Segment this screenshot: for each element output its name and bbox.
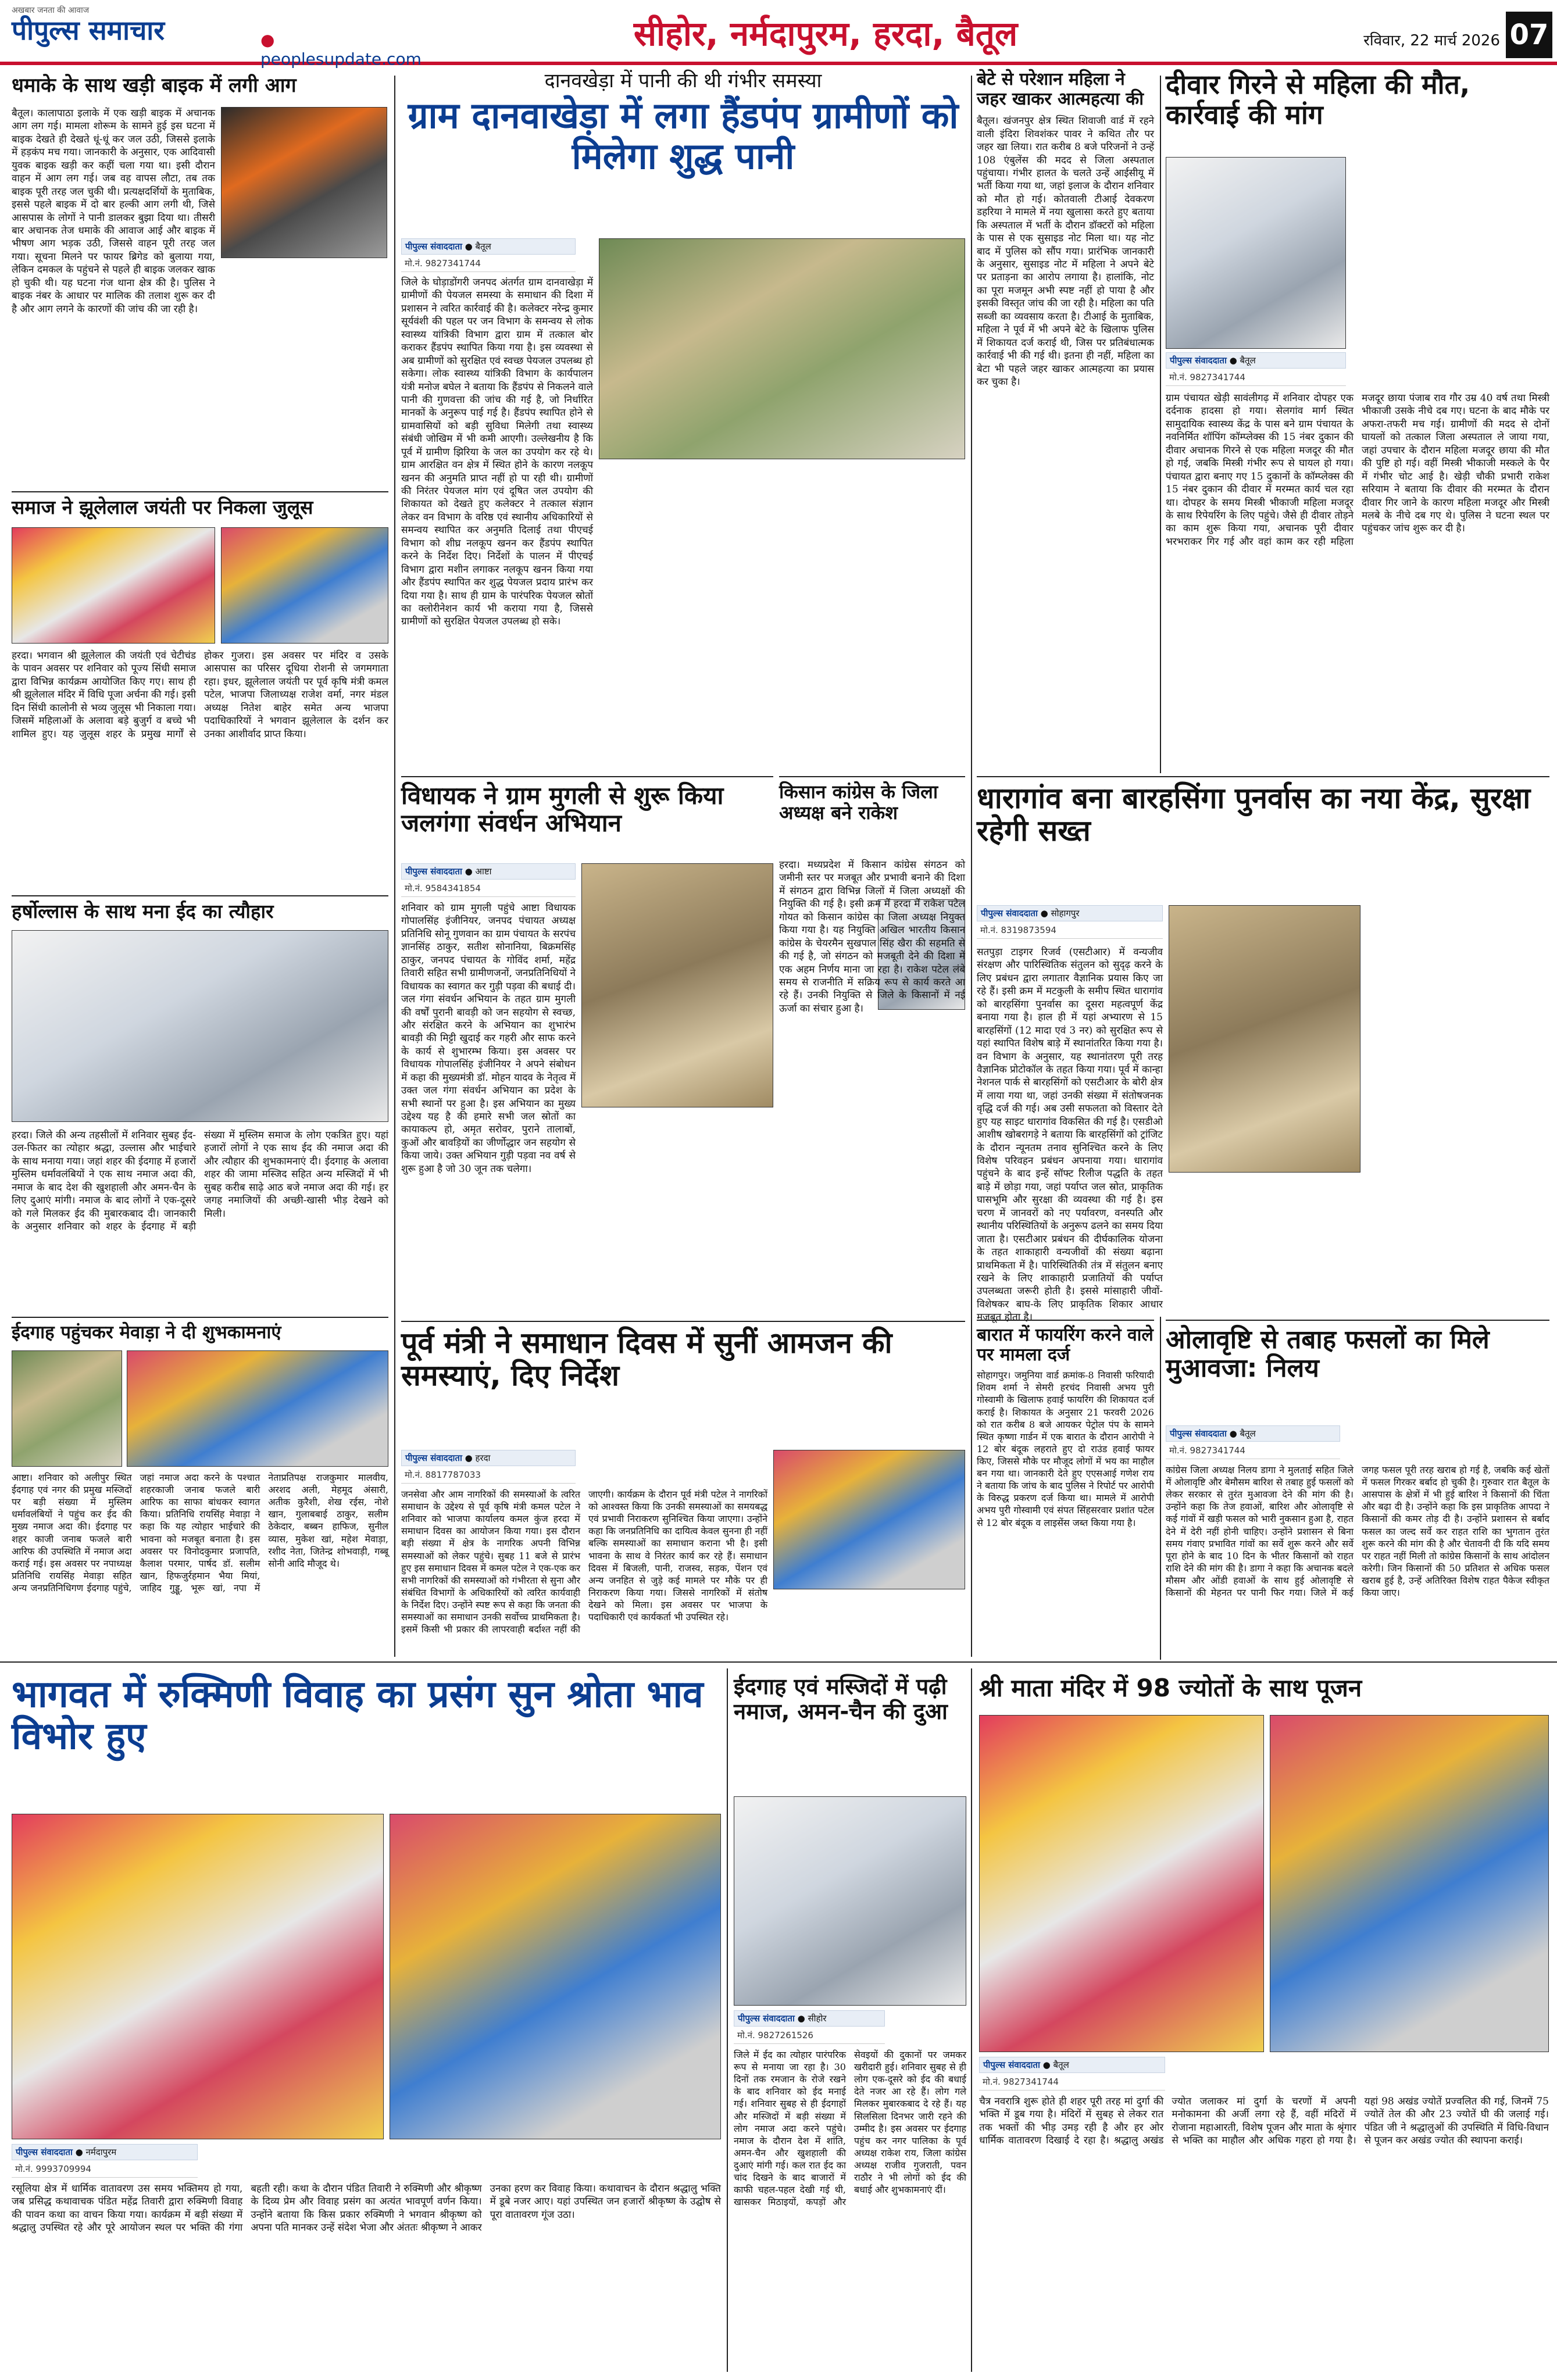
collapsed-wall-photo [1166,157,1346,349]
story-jalganga [401,776,773,1317]
byline: पीपुल्स संवाददाता ● नर्मदापुरम [12,2144,198,2160]
website-link[interactable]: ● peoplesupdate.com [260,30,422,69]
headline: भागवत में रुक्मिणी विवाह का प्रसंग सुन श्रोता भाव विभोर हुए [12,1673,703,1758]
byline: पीपुल्स संवाददाता ● बैतूल [401,238,576,255]
headline: श्री माता मंदिर में 98 ज्योतों के साथ पूजन [979,1674,1362,1702]
katha-stage-photo [390,1814,721,2139]
story-body: हरदा। जिले की अन्य तहसीलों में शनिवार सुबह ईद-उल-फितर का त्योहार श्रद्धा, उल्लास और भाईचारे के साथ मनाया गया। जहां शहर की ईदगाह में हजारों मुस्लिम धर्मावलंबियों ने एक साथ नमाज अदा की, नमाज के बाद देश की खुशहाली और अमन-चैन के लिए दुआएं मांगी। नमाज के बाद लोगों ने एक-दूसरे को गले मिलकर ईद की मुबारकबाद दी। जानकारी के अनुसार शनिवार को शहर के ईदगाह में बड़ी संख्या में मुस्लिम समाज के लोग एकत्रित हुए। यहां हजारों लोगों ने एक साथ ईद की नमाज अदा की और त्यौहार की शुभकामनाएं दी। ईदगाह के अलावा शहर की जामा मस्जिद सहित अन्य मस्जिदों में भी सुबह करीब साढ़े आठ बजे नमाज अदा की गई। हर जगह नमाजियों की अच्छी-खासी भीड़ देखने को मिली। [12,1130,388,1233]
temple-photo [221,527,388,644]
meeting-photo [773,1450,965,1589]
barasingha-photo [1169,905,1360,1173]
story-hailstorm [1166,1320,1549,1657]
procession-photo [12,527,215,644]
story-body-cont [221,263,387,478]
story-wall-collapse [1166,70,1549,773]
region-title: सीहोर, नर्मदापुरम, हरदा, बैतूल [633,14,1018,53]
byline: पीपुल्स संवाददाता ● बैतूल [979,2057,1165,2073]
story-jhulelal [12,491,388,892]
headline: ओलावृष्टि से तबाह फसलों का मिले मुआवजा: निलय [1166,1325,1490,1384]
reporter-mobile: मो.नं. 9993709994 [12,2161,198,2178]
story-body: चैत्र नवरात्रि शुरू होते ही शहर पूरी तरह मां दुर्गा की भक्ति में डूब गया है। मंदिरों में सुबह से लेकर रात तक भक्तों की भीड़ उमड़ रही है और हर ओर धार्मिक वातावरण दिखाई दे रहा है। श्रद्धालु अखंड ज्योत जलाकर मां दुर्गा के चरणों में अपनी मनोकामना की अर्जी लगा रहे हैं, वहीं मंदिरों में रोजाना महाआरती, विशेष पूजन और माता के श्रृंगार से भक्ति का माहौल और अधिक गहरा हो गया है। यहां 98 अखंड ज्योतें प्रज्वलित की गई, जिनमें 75 ज्योतें तेल की और 23 ज्योतें घी की जलाई गई। पंडित जी ने श्रद्धालुओं की उपस्थिति में विधि-विधान से पूजन कर अखंड ज्योत की स्थापना कराई। [979,2096,1549,2147]
story-body-cont-2 [1366,905,1549,1306]
headline: विधायक ने ग्राम मुगली से शुरू किया जलगंगा संवर्धन अभियान [401,781,724,838]
story-handpump [401,70,965,773]
story-body: जिले के घोड़ाडोंगरी जनपद अंतर्गत ग्राम दानवाखेड़ा में ग्रामीणों की पेयजल समस्या के समाधान की दिशा में प्रशासन ने त्वरित कार्रवाई की है। कलेक्टर नरेन्द्र कुमार सूर्यवंशी की पहल पर जन विभाग के समन्वय से लोक स्वास्थ्य यांत्रिकी विभाग द्वारा ग्राम में तत्काल बोर कराकर हैंडपंप स्थापित किया गया है। इस व्यवस्था से अब ग्रामीणों को सुरक्षित एवं स्वच्छ पेयजल उपलब्ध हो सकेगा। लोक स्वास्थ्य यांत्रिकी विभाग के कार्यपालन यंत्री मनोज बघेल ने बताया कि हैंडपंप से निकलने वाले पानी की गुणवत्ता की जांच की गई है, जो निर्धारित मानकों के अनुरूप पाई गई है। हैंडपंप स्थापित होने से ग्रामवासियों को बड़ी सुविधा मिलेगी तथा स्वास्थ्य संबंधी जोखिम में भी कमी आएगी। उल्लेखनीय है कि पूर्व में ग्रामीण झिरिया के जल का उपयोग कर रहे थे। ग्राम आरक्षित वन क्षेत्र में स्थित होने के कारण नलकूप खनन की अनुमति प्राप्त नहीं हो पा रही थी। ग्रामीणों की निरंतर पेयजल मांग एवं दूषित जल उपयोग की शिकायत को देखते हुए कलेक्टर ने तत्काल संज्ञान लेकर वन विभाग के वरिष्ठ एवं स्थानीय अधिकारियों से समन्वय स्थापित कर अनुमति दिलाई तथा पीएचई विभाग को शीघ्र नलकूप खनन कर हैंडपंप स्थापित करने के निर्देश दिए। निर्देशों के पालन में पीएचई विभाग द्वारा मशीन लगाकर नलकूप खनन किया गया और हैंडपंप स्थापित कर शुद्ध पेयजल प्रदाय प्रारंभ कर दिया गया है। साथ ही ग्राम के पारंपरिक पेयजल स्रोतों का क्लोरीनेशन कार्य भी कराया गया है, जिससे ग्रामीणों को सुरक्षित पेयजल उपलब्ध हो सके। [401,277,593,628]
story-body: जिले में ईद का त्योहार पारंपरिक रूप से मनाया जा रहा है। 30 दिनों तक रमजान के रोजे रखने के बाद शनिवार को ईद मनाई गई। शनिवार सुबह से ही ईदगाहों और मस्जिदों में बड़ी संख्या में लोग नमाज अदा करने पहुंचे। नमाज के दौरान देश में शांति, अमन-चैन और खुशहाली की दुआएं मांगी गई। कल रात ईद का चांद दिखने के बाद बाजारों में काफी चहल-पहल देखी गई थी, खासकर मिठाइयों, कपड़ों और सेवइयों की दुकानों पर जमकर खरीदारी हुई। शनिवार सुबह से ही लोग एक-दूसरे को ईद की बधाई देते नजर आ रहे हैं। लोग गले मिलकर मुबारकबाद दे रहे हैं। यह सिलसिला दिनभर जारी रहने की उम्मीद है। इस अवसर पर ईदगाह पहुंच कर नगर पालिका के पूर्व अध्यक्ष राकेश राय, जिला कांग्रेस अध्यक्ष राजीव गुजराती, पवन राठौर ने भी लोगों को ईद की बधाई और शुभकामनाएं दीं। [734,2049,966,2208]
story-body: शनिवार को ग्राम मुगली पहुंचे आष्टा विधायक गोपालसिंह इंजीनियर, जनपद पंचायत अध्यक्ष प्रतिनिधि सोनू गुणवान का ग्राम पंचायत के सरपंच ज्ञानसिंह ठाकुर, सतीश सोनानिया, बिक्रमसिंह ठाकुर, जनपद पंचायत के गोविंद शर्मा, महेंद्र तिवारी सहित सभी ग्रामीणजनों, जनप्रतिनिधियों ने विधायक का स्वागत कर गुड़ी पड़वा की बधाई दी। जल गंगा संवर्धन अभियान के तहत ग्राम मुगली की वर्षों पुरानी बावड़ी को जन सहयोग से स्वच्छ, और संरक्षित करने के अभियान का शुभारंभ बावड़ी की मिट्टी खुदाई कर गहरी और साफ करने के कार्य से शुभारम्भ किया। इस अवसर पर विधायक गोपालसिंह इंजीनियर ने अपने संबोधन में कहा की मुख्यमंत्री डॉ. मोहन यादव के नेतृत्व में उक्त जल गंगा संवर्धन अभियान का प्रदेश के सभी स्थानों पर हुआ है। इस अभियान का मुख्य उद्देश्य यह है की हमारे सभी जल स्रोतों का कायाकल्प हो, अमृत सरोवर, पुराने तालाबों, कुओं और बावड़ियों का जीर्णोद्धार जन सहयोग से किया जाये। उक्त अभियान गुड़ी पड़वा नव वर्ष से शुरू हुआ है जो 30 जून तक चलेगा। [401,902,576,1175]
reporter-mobile: मो.नं. 9827341744 [401,256,576,272]
story-body: बैतूल। खंजनपुर क्षेत्र स्थित शिवाजी वार्ड में रहने वाली इंदिरा शिवशंकर पावर ने कथित तौर पर जहर खा लिया। रात करीब 8 बजे परिजनों ने उन्हें 108 एंबुलेंस की मदद से जिला अस्पताल पहुंचाया। गंभीर हालत के चलते उन्हें आईसीयू में भर्ती किया गया था, जहां इलाज के दौरान शनिवार को मौत हो गई। कोतवाली टीआई देवकरण डहरिया ने मामले में नया खुलासा करते हुए बताया कि अस्पताल में भर्ती के दौरान डॉक्टरों को महिला के पास से एक सुसाइड नोट मिला था। यह नोट बाद में पुलिस को सौंप गया। प्रारंभिक जानकारी के अनुसार, सुसाइड नोट में महिला ने अपने बेटे पर प्रताड़ना का आरोप लगाया है। हालांकि, नोट का पूरा मजमून अभी स्पष्ट नहीं हो पाया है और इसकी विस्तृत जांच की जा रही है। महिला का पति सब्जी का व्यवसाय करता है। टीआई के मुताबिक, महिला ने पूर्व में भी अपने बेटे के खिलाफ पुलिस में शिकायत दर्ज कराई थी, जिस पर प्रतिबंधात्मक कार्रवाई भी की गई थी। इतना ही नहीं, महिला का बेटा भी पहले जहर खाकर आत्महत्या का प्रयास कर चुका है। [977,115,1154,388]
reporter-mobile: मो.नं. 9827261526 [734,2028,885,2044]
story-bhagwat [12,1668,721,2372]
headline: बारात में फायरिंग करने वाले पर मामला दर्ज [977,1325,1154,1365]
story-body: सोहागपुर। जमुनिया वार्ड क्रमांक-8 निवासी फरियादी शिवम शर्मा ने सेमरी हरचंद निवासी अभय पुरी गोस्वामी के खिलाफ हवाई फायरिंग की शिकायत दर्ज कराई है। शिकायत के अनुसार 21 फरवरी 2026 को रात करीब 8 बजे आयकर पेट्रोल पंप के सामने स्थित कृष्णा गार्डन में एक बारात के दौरान आरोपी ने 12 बोर बंदूक लहराते हुए दो राउंड हवाई फायर किए, जिससे मौके पर मौजूद लोगों में भय का माहौल बन गया था। जानकारी देते हुए एएसआई गणेश राय ने बताया कि जांच के बाद पुलिस ने रिपोर्ट पर आरोपी के विरुद्ध प्रकरण दर्ज किया था। मामले में आरोपी अभय पुरी गोस्वामी एवं संपत सिंहसरवार प्रशांत पटेल से 12 बोर बंदूक व लाइसेंस जब्त किया गया है। [977,1370,1154,1528]
handpump-photo [599,238,965,459]
story-eid-celebration [12,895,388,1337]
story-body: आष्टा। शनिवार को अलीपुर स्थित ईदगाह एवं नगर की प्रमुख मस्जिदों पर बड़ी संख्या में मुस्लिम धर्मावलंबियों ने पहुंच कर ईद की मुख्य नमाज अदा की। ईदगाह पर शहर काजी जनाब फजले बारी आरिफ की उपस्थिति में नमाज अदा कराई गई। इस अवसर पर नपाध्यक्ष प्रतिनिधि रायसिंह मेवाड़ा सहित अन्य जनप्रतिनिधिगण ईदगाह पहुंचे, जहां नमाज अदा करने के पश्चात शहरकाजी जनाब फजले बारी आरिफ का साफा बांधकर स्वागत किया। प्रतिनिधि रायसिंह मेवाड़ा ने कहा कि यह त्योहार भाईचारे की भावना को मजबूत बनाता है। इस अवसर पर विनोदकुमार प्रजापति, कैलाश परमार, पार्षद डॉ. सलीम खान, हिफजुर्रहमान भैया मियां, जाहिद गुड्डू, भूरू खां, नपा में नेताप्रतिपक्ष राजकुमार मालवीय, अरशद अली, मेहमूद अंसारी, अतीक कुरैशी, शेख रईस, नोशे खान, गुलाबबाई ठाकुर, सलीम ठेकेदार, बब्बन हाफिज, सुनील व्यास, मुकेश खां, महेश मेवाड़ा, रशीद नेता, जितेन्द्र शोभवाड़ी, गब्बू सोनी आदि मौजूद थे। [12,1472,388,1593]
headline: ईदगाह एवं मस्जिदों में पढ़ी नमाज, अमन-चैन की दुआ [734,1674,948,1724]
headline: किसान कांग्रेस के जिला अध्यक्ष बने राकेश [779,781,938,824]
page-number: 07 [1506,12,1552,58]
stepwell-photo [581,863,773,1107]
headline: बेटे से परेशान महिला ने जहर खाकर आत्महत्या की [977,69,1144,109]
headline: दीवार गिरने से महिला की मौत, कार्रवाई की मांग [1166,69,1470,130]
globe-icon: ● [260,30,275,49]
headline: समाज ने झूलेलाल जयंती पर निकला जुलूस [12,496,313,519]
byline: पीपुल्स संवाददाता ● सोहागपुर [977,905,1163,921]
byline: पीपुल्स संवाददाता ● बैतूल [1166,352,1346,369]
idgah-photo-2 [127,1350,388,1467]
katha-audience-photo [12,1814,384,2139]
story-firing [977,1320,1154,1657]
eid-prayer-photo [12,930,388,1122]
story-kisan-congress [779,776,965,1317]
story-body: बैतूल। कालापाठा इलाके में एक खड़ी बाइक में अचानक आग लग गई। मामला शोरूम के सामने हुई इस घटना में बाइक देखते ही देखते धूं-धूं कर जल उठी, जिससे इलाके में हड़कंप मच गया। जानकारी के अनुसार, एक आदिवासी युवक बाइक खड़ी कर कहीं चला गया था। इसी दौरान वाहन में आग लग गई। जब वह वापस लौटा, तब तक बाइक पूरी तरह जल चुकी थी। प्रत्यक्षदर्शियों के मुताबिक, इससे पहले बाइक में दो बार हल्की आग लगी थी, जिसे आसपास के लोगों ने पानी डालकर बुझा दिया था। तीसरी बार अचानक तेज धमाके की आवाज आई और बाइक में भीषण आग भड़क उठी, जिससे वाहन पूरी तरह जल गया। सूचना मिलने पर फायर ब्रिगेड को बुलाया गया, लेकिन दमकल के पहुंचने से पहले ही बाइक जलकर खाक हो चुकी थी। यह घटना गंज थाना क्षेत्र की है। पुलिस ने बाइक नंबर के आधार पर मालिक की तलाश शुरू कर दी है और आग लगने के कारणों की जांच की जा रही है। [12,108,215,315]
headline: हर्षोल्लास के साथ मना ईद का त्यौहार [12,900,274,923]
story-samadhan-diwas [401,1321,965,1658]
byline: पीपुल्स संवाददाता ● हरदा [401,1450,576,1466]
region-banner [570,9,1081,56]
reporter-mobile: मो.नं. 9827341744 [1166,1443,1340,1459]
story-body-cont [599,465,965,767]
reporter-mobile: मो.नं. 9584341854 [401,881,576,897]
reporter-mobile: मो.नं. 9827341744 [1166,370,1346,386]
namaz-gathering-photo [734,1796,966,2006]
paper-logo[interactable] [12,5,256,51]
headline: ग्राम दानवाखेड़ा में लगा हैंडपंप ग्रामीणों को मिलेगा शुद्ध पानी [408,94,959,177]
story-idgah-mewada [12,1317,388,1657]
headline: धमाके के साथ खड़ी बाइक में लगी आग [12,74,297,97]
story-barasingha [977,776,1549,1324]
story-suicide [977,70,1154,773]
byline: पीपुल्स संवाददाता ● सीहोर [734,2010,885,2027]
story-body-cont [581,1113,773,1311]
issue-date: रविवार, 22 मार्च 2026 [1363,32,1500,49]
story-body: सतपुड़ा टाइगर रिजर्व (एसटीआर) में वन्यजीव संरक्षण और पारिस्थितिक संतुलन को सुदृढ़ करने के लिए प्रबंधन द्वारा लगातार वैज्ञानिक प्रयास किए जा रहे हैं। इसी क्रम में मटकुली के समीप स्थित धारागांव को बारहसिंगा पुनर्वास का दूसरा महत्वपूर्ण केंद्र बनाया गया है। हाल ही में यहां अभ्यारण से 15 बारहसिंगों (12 मादा एवं 3 नर) को सुरक्षित रूप से यहां स्थापित विशेष बाड़े में स्थानांतरित किया गया है। वन विभाग के अनुसार, यह स्थानांतरण पूरी तरह वैज्ञानिक प्रोटोकॉल के तहत किया गया। पूर्व में कान्हा नेशनल पार्क से बारहसिंगों को एसटीआर के बोरी क्षेत्र में लाया गया था, जहां उनकी संख्या में संतोषजनक वृद्धि दर्ज की गई। अब उसी सफलता को विस्तार देते हुए यह साइट धारागांव विकसित की गई है। एसडीओ आशीष खोबरागड़े ने बताया कि बारहसिंगों को ट्रांजिट के दौरान न्यूनतम तनाव सुनिश्चित करने के लिए विशेष परिवहन प्रबंधन अपनाया गया। धारागांव पहुंचने के बाद इन्हें सॉफ्ट रिलीज पद्धति के तहत बाड़े में छोड़ा गया, जहां पर्याप्त जल स्रोत, प्राकृतिक घासभूमि और सुरक्षा की व्यवस्था की गई है। इस चरण में जानवरों को नए पर्यावरण, वनस्पति और स्थानीय परिस्थितियों के अनुरूप ढलने का समय दिया जाता है। एसटीआर प्रबंधन की दीर्घकालिक योजना के तहत शाकाहारी वन्यजीवों की संख्या बढ़ाना प्राथमिकता में है। पारिस्थितिकी तंत्र में संतुलन बनाए रखने के लिए शाकाहारी प्रजातियों की पर्याप्त उपलब्धता जरूरी होती है। इससे मांसाहारी जीवों-विशेषकर बाघ-के लिए प्राकृतिक शिकार आधार मजबूत होता है। [977,946,1163,1324]
headline: पूर्व मंत्री ने समाधान दिवस में सुनीं आमजन की समस्याएं, दिए निर्देश [401,1326,892,1392]
reporter-mobile: मो.नं. 8319873594 [977,923,1163,939]
story-body: जनसेवा और आम नागरिकों की समस्याओं के त्वरित समाधान के उद्देश्य से पूर्व कृषि मंत्री कमल पटेल ने शनिवार को भाजपा कार्यालय कमल कुंज हरदा में समाधान दिवस का आयोजन किया गया। इस दौरान बड़ी संख्या में क्षेत्र के नागरिक अपनी विभिन्न समस्याओं को लेकर पहुंचे। सुबह 11 बजे से प्रारंभ हुए इस समाधान दिवस में कमल पटेल ने एक-एक कर सभी नागरिकों की समस्याओं को गंभीरता से सुना और संबंधित विभागों के अधिकारियों को त्वरित कार्यवाही के निर्देश दिए। उन्होंने स्पष्ट रूप से कहा कि जनता की समस्याओं का समाधान उनकी सर्वोच्च प्राथमिकता है। इसमें किसी भी प्रकार की लापरवाही बर्दाश्त नहीं की जाएगी। कार्यक्रम के दौरान पूर्व मंत्री पटेल ने नागरिकों को आश्वस्त किया कि उनकी समस्याओं का समयबद्ध एवं प्रभावी निराकरण सुनिश्चित किया जाएगा। उन्होंने कहा कि जनप्रतिनिधि का दायित्व केवल सुनना ही नहीं बल्कि समस्याओं का समाधान कराना भी है। इसी भावना के साथ वे निरंतर कार्य कर रहे हैं। समाधान दिवस में बिजली, पानी, राजस्व, सड़क, पेंशन एवं अन्य जनहित से जुड़े कई मामले पर मौके पर ही निराकरण किया गया। जिससे नागरिकों में संतोष देखने को मिला। इस अवसर पर भाजपा के पदाधिकारी एवं कार्यकर्ता भी उपस्थित रहे। [401,1489,767,1635]
byline: पीपुल्स संवाददाता ● बैतूल [1166,1425,1340,1442]
puja-photo-1 [979,1715,1264,2052]
story-body: ग्राम पंचायत खेड़ी सावंलीगढ़ में शनिवार दोपहर एक दर्दनाक हादसा हो गया। सेलगांव मार्ग स्थित सामुदायिक स्वास्थ्य केंद्र के पास बने ग्राम पंचायत के नवनिर्मित शॉपिंग कॉम्प्लेक्स की 15 नंबर दुकान की दीवार अचानक गिरने से एक महिला मजदूर की मौत हो गई, जबकि मिस्त्री गंभीर रूप से घायल हो गया। पंचायत द्वारा बनाए गए 15 दुकानों के कॉम्प्लेक्स की 15 नंबर दुकान की दीवार में मरम्मत कार्य चल रहा था। दोपहर के समय मिस्त्री भीकाजी महिला मजदूर के साथ रिपेयरिंग के लिए पहुंचे। जैसे ही दीवार तोड़ने का काम शुरू किया गया, अचानक पूरी दीवार भरभराकर गिर गई और वहां काम कर रही महिला मजदूर छाया पंजाब राव गौर उम्र 40 वर्ष तथा मिस्त्री भीकाजी उसके नीचे दब गए। घटना के बाद मौके पर अफरा-तफरी मच गई। ग्रामीणों की मदद से दोनों घायलों को तत्काल जिला अस्पताल ले जाया गया, जहां उपचार के दौरान महिला मजदूर छाया की मौत की पुष्टि हो गई। वहीं मिस्त्री भीकाजी मस्कले के पैर में गंभीर चोट आई है। खेड़ी चौकी प्रभारी राकेश सरियाम ने बताया कि दीवार की मरम्मत के दौरान दीवार गिर जाने के कारण महिला मजदूर और मिस्त्री मलबे के नीचे दब गए थे। पुलिस ने घटना स्थल पर पहुंचकर जांच शुरू कर दी है। [1166,392,1549,548]
story-body: रसूलिया क्षेत्र में धार्मिक वातावरण उस समय भक्तिमय हो गया, जब प्रसिद्ध कथावाचक पंडित महेंद्र तिवारी द्वारा रुक्मिणी विवाह की पावन कथा का वाचन किया गया। कार्यक्रम में बड़ी संख्या में श्रद्धालु उपस्थित रहे और पूरे आयोजन स्थल पर भक्ति की गंगा बहती रही। कथा के दौरान पंडित तिवारी ने रुक्मिणी और श्रीकृष्ण के दिव्य प्रेम और विवाह प्रसंग का अत्यंत भावपूर्ण वर्णन किया। उन्होंने बताया कि किस प्रकार रुक्मिणी ने भगवान श्रीकृष्ण को अपना पति मानकर उन्हें संदेश भेजा और अंततः श्रीकृष्ण ने आकर उनका हरण कर विवाह किया। कथावाचन के दौरान श्रद्धालु भक्ति में डूबे नजर आए। यहां उपस्थित जन हजारों श्रीकृष्ण के उद्घोष से पूरा वातावरण गूंज उठा। [12,2183,721,2234]
story-bike-fire [12,74,388,481]
idgah-photo-1 [12,1350,122,1467]
headline: धारागांव बना बारहसिंगा पुनर्वास का नया केंद्र, सुरक्षा रहेगी सख्त [977,781,1531,848]
byline: पीपुल्स संवाददाता ● आष्टा [401,863,576,880]
story-body: हरदा। भगवान श्री झूलेलाल की जयंती एवं चेटीचंड के पावन अवसर पर शनिवार को पूज्य सिंधी समाज द्वारा विभिन्न कार्यक्रम आयोजित किए गए। साथ ही श्री झूलेलाल मंदिर में विधि पूजा अर्चना की गई। इसी दिन सिंधी कालोनी से भव्य जुलूस भी निकाला गया। जिसमें महिलाओं के अलावा बड़े बुजुर्ग व बच्चे भी शामिल हुए। यह जुलूस शहर के प्रमुख मार्गों से होकर गुजरा। इस अवसर पर मंदिर व उसके आसपास का परिसर दूधिया रोशनी से जगमगाता रहा। इधर, झूलेलाल जयंती पर पूर्व कृषि मंत्री कमल पटेल, भाजपा जिलाध्यक्ष राजेश वर्मा, नगर मंडल अध्यक्ष नितेश बाहेर समेत अन्य भाजपा पदाधिकारियों ने भगवान झूलेलाल के दर्शन कर उनका आशीर्वाद प्राप्त किया। [12,650,388,740]
story-body-cont [1169,1178,1355,1306]
story-idgah-namaz [734,1668,966,2372]
story-mata-mandir [979,1668,1549,2372]
reporter-mobile: मो.नं. 9827341744 [979,2074,1165,2090]
bike-fire-photo [221,107,387,258]
paper-tagline: अखबार जनता की आवाज [12,6,90,15]
kicker: दानवखेड़ा में पानी की थी गंभीर समस्या [544,69,822,92]
story-body-cont [773,1594,965,1658]
reporter-mobile: मो.नं. 8817787033 [401,1467,576,1484]
puja-photo-2 [1270,1715,1549,2052]
paper-name: पीपुल्स समाचार [12,15,165,46]
masthead [0,0,1557,69]
headline: ईदगाह पहुंचकर मेवाड़ा ने दी शुभकामनाएं [12,1322,281,1343]
story-body: कांग्रेस जिला अध्यक्ष निलय डागा ने मुलताई सहित जिले में ओलावृष्टि और बेमौसम बारिश से तबाह हुई फसलों को लेकर सरकार से तुरंत मुआवजा देने की मांग की है। उन्होंने कहा कि तेज हवाओं, बारिश और ओलावृष्टि से कई गांवों में खड़ी फसल को भारी नुकसान हुआ है, राहत देने में देरी नहीं होनी चाहिए। उन्होंने प्रशासन से बिना समय गंवाए प्रभावित गांवों का सर्वे शुरू करने और सर्वे पूरा होने के बाद 10 दिन के भीतर किसानों को राहत राशि देने की मांग की है। डागा ने कहा कि अचानक बदले मौसम और ओंडी हवाओं के साथ हुई ओलावृष्टि से किसानों की मेहनत पर पानी फिर गया। जिले में कई जगह फसल पूरी तरह खराब हो गई है, जबकि कई खेतों में फसल गिरकर बर्बाद हो चुकी है। गुरुवार रात बैतूल के आसपास के क्षेत्रों में भी हुई बारिश ने किसानों की चिंता और बढ़ा दी है। उन्होंने कहा कि इस प्राकृतिक आपदा ने किसानों की कमर तोड़ दी है। उन्होंने प्रशासन से बर्बाद फसल का जल्द सर्वे कर राहत राशि का भुगतान तुरंत शुरू करने की मांग की है और चेतावनी दी कि यदि समय पर राहत नहीं मिली तो कांग्रेस किसानों के साथ आंदोलन करेगी। जिन किसानों की 50 प्रतिशत से अधिक फसल खराब हुई है, उन्हें अतिरिक्त विशेष राहत पैकेज स्वीकृत किया जाए। [1166,1464,1549,1599]
story-body: हरदा। मध्यप्रदेश में किसान कांग्रेस संगठन को जमीनी स्तर पर मजबूत और प्रभावी बनाने की दिशा में संगठन द्वारा विभिन्न जिलों में जिला अध्यक्षों की नियुक्ति की गई है। इसी क्रम में हरदा में राकेश पटेल गोयत को किसान कांग्रेस का जिला अध्यक्ष नियुक्त किया गया है। यह नियुक्ति अखिल भारतीय किसान कांग्रेस के चेयरमैन सुखपाल सिंह खैरा की सहमति से की गई है, जो संगठन को मजबूती देने की दिशा में एक अहम निर्णय माना जा रहा है। राकेश पटेल लंबे समय से राजनीति में सक्रिय रूप से कार्य करते आ रहे हैं। उनकी नियुक्ति से जिले के किसानों में नई ऊर्जा का संचार हुआ है। [779,859,965,1014]
